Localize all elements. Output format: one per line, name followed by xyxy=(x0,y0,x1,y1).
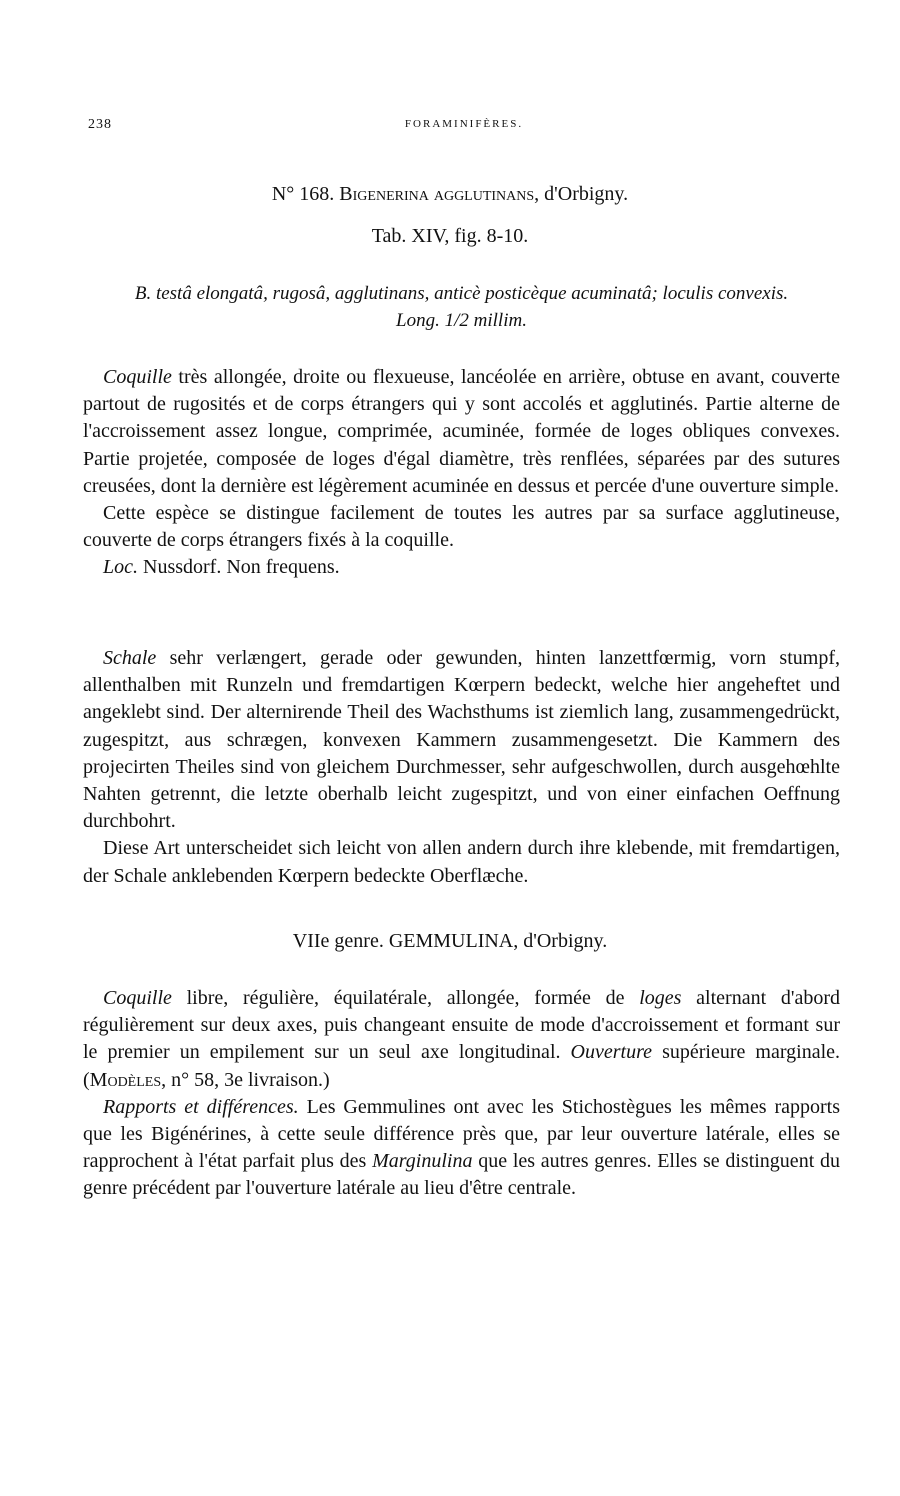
genus-lead: Coquille xyxy=(103,987,172,1009)
genus-description xyxy=(83,985,840,1203)
genus-text-c: supérieure marginale. ( xyxy=(83,1041,841,1091)
french-paragraph-1 xyxy=(83,364,840,500)
rapports-text-b: que les autres genres. Elles se distinguent du genre précédent par l'ouverture latérale au lieu d'être centrale. xyxy=(83,1150,840,1200)
german-text-1: sehr verlængert, gerade oder gewunden, hinten lanzettfœrmig, vorn stumpf, allenthalben mit Runzeln und fremdartigen Kœrpern bedeckt, welche hier angeheftet und angeklebt sind. Der alternirende Theil des Wachsthums ist ziemlich lang, zusammengedrückt, zugespitzt, aus schrægen, konvexen Kammern zusammengesetzt. Die Kammern des projecirten Theiles sind von gleichem Durchmesser, sehr aufgeschwollen, durch ausgehœhlte Nahten getrennt, die letzte oberhalb leicht zugespitzt, und von einer einfachen Oeffnung durchbohrt. xyxy=(83,647,840,833)
running-head xyxy=(88,117,840,137)
marginulina-term: Marginulina xyxy=(372,1150,473,1173)
french-lead: Coquille xyxy=(103,366,172,388)
german-lead: Schale xyxy=(103,647,157,669)
locality-text: Nussdorf. Non frequens. xyxy=(138,556,340,579)
modeles-term: Modèles xyxy=(89,1068,162,1091)
locality-paragraph xyxy=(83,554,840,581)
genus-paragraph-1 xyxy=(83,985,840,1094)
diagnosis-line-2: Long. 1/2 millim. xyxy=(396,310,527,332)
species-author: , d'Orbigny. xyxy=(534,183,629,205)
latin-diagnosis xyxy=(83,280,840,334)
species-heading xyxy=(0,183,900,206)
locality-lead: Loc. xyxy=(103,556,138,579)
species-number: N° 168. xyxy=(271,183,335,205)
german-paragraph-1 xyxy=(83,645,840,835)
genus-text-a: libre, régulière, équilatérale, allongée, formée de xyxy=(171,987,640,1009)
diagnosis-line-1: B. testâ elongatâ, rugosâ, agglutinans, anticè posticèque acuminatâ; loculis convexis. xyxy=(134,283,789,304)
species-name: Bigenerina agglutinans xyxy=(339,183,535,205)
genus-heading: VIIe genre. GEMMULINA, d'Orbigny. xyxy=(292,930,608,952)
page-number: 238 xyxy=(88,117,112,132)
plate-reference: Tab. XIV, fig. 8-10. xyxy=(371,225,529,247)
running-title: FORAMINIFÈRES. xyxy=(404,118,524,130)
rapports-lead: Rapports et différences. xyxy=(103,1095,299,1118)
french-description xyxy=(83,364,840,582)
rapports-text-a: Les Gemmulines ont avec les Stichostègues les mêmes rapports que les Bigénérines, à cette seule différence près que, par leur ouverture latérale, elles se rapprochent à l'état parfait plus des xyxy=(83,1095,840,1173)
french-text-1: très allongée, droite ou flexueuse, lancéolée en arrière, obtuse en avant, couverte partout de rugosités et de corps étrangers qui y sont accolés et agglutinés. Partie alterne de l'accroissement assez longue, comprimée, acuminée, formée de loges obliques convexes. Partie projetée, composée de loges d'égal diamètre, très renflées, séparées par des sutures creusées, dont la dernière est légèrement acuminée en dessus et percée d'une ouverture simple. xyxy=(83,366,840,497)
genus-text-b: alternant d'abord régulièrement sur deux axes, puis changeant ensuite de mode d'accroissement et formant sur le premier un empilement sur un seul axe longitudinal. xyxy=(83,987,840,1064)
german-paragraph-2: Diese Art unterscheidet sich leicht von allen andern durch ihre klebende, mit fremdartigen, der Schale anklebenden Kœrpern bedeckte Oberflæche. xyxy=(83,837,840,887)
loges-term: loges xyxy=(639,987,682,1009)
french-paragraph-2: Cette espèce se distingue facilement de toutes les autres par sa surface agglutineuse, couverte de corps étrangers fixés à la coquille. xyxy=(83,502,840,552)
german-description xyxy=(83,645,840,890)
ouverture-term: Ouverture xyxy=(570,1041,653,1064)
genus-text-d: , n° 58, 3e livraison.) xyxy=(161,1068,330,1091)
genus-paragraph-2 xyxy=(83,1094,840,1203)
